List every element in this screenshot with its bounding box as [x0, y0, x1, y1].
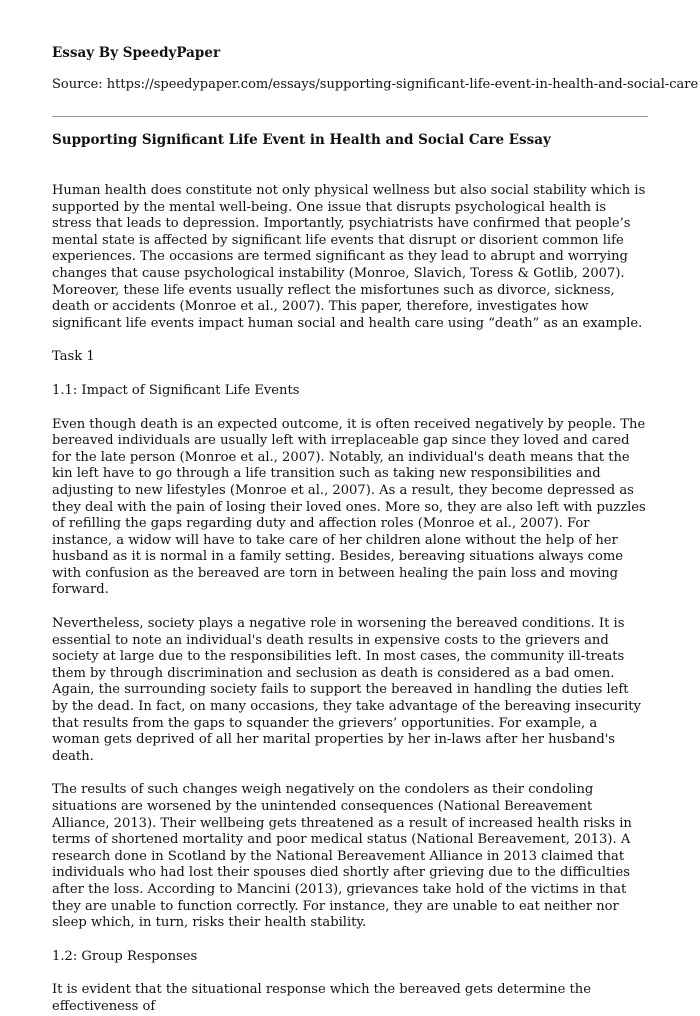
body-paragraph-1: Even though death is an expected outcome, it is often received negatively by people. The bereaved individuals are usually left with irreplaceable gap since they loved and cared for the late person (Monroe et al., 2007). Notably, an individual's death means that the kin left have to go through a life transition such as taking new responsibilities and adjusting to new lifestyles (Monroe et al., 2007). As a result, they become depressed as they deal with the pain of losing their loved ones. More so, they are also left with puzzles of refilling the gaps regarding duty and affection roles (Monroe et al., 2007). For instance, a widow will have to take care of her children alone without the help of her husband as it is normal in a family setting. Besides, bereaving situations always come with confusion as the bereaved are torn in between healing the pain loss and moving forward.: [52, 416, 646, 598]
source-link[interactable]: Source: https://speedypaper.com/essays/supporting-significant-life-event-in-health-and-social-care: [52, 77, 699, 92]
header-divider: [52, 116, 648, 117]
essay-body: [52, 183, 648, 1016]
intro-paragraph: Human health does constitute not only physical wellness but also social stability which is supported by the mental well-being. One issue that disrupts psychological health is stress that leads to depression. Importantly, psychiatrists have confirmed that people’s mental state is affected by significant life events that disrupt or disorient common life experiences. The occasions are termed significant as they lead to abrupt and worrying changes that cause psychological instability (Monroe, Slavich, Toress & Gotlib, 2007). Moreover, these life events usually reflect the misfortunes such as divorce, sickness, death or accidents (Monroe et al., 2007). This paper, therefore, investigates how significant life events impact human social and health care using “death” as an example.: [52, 183, 646, 331]
task-label: Task 1: [52, 349, 95, 365]
body-paragraph-3: The results of such changes weigh negatively on the condolers as their condoling situations are worsened by the unintended consequences (National Bereavement Alliance, 2013). Their wellbeing gets threatened as a result of increased health risks in terms of shortened mortality and poor medical status (National Bereavement, 2013). A research done in Scotland by the National Bereavement Alliance in 2013 claimed that individuals who had lost their spouses died shortly after grieving due to the difficulties after the loss. According to Mancini (2013), grievances take hold of the victims in that they are unable to function correctly. For instance, they are unable to eat neither nor sleep which, in turn, risks their health stability.: [52, 782, 632, 931]
section-heading-1-2: 1.2: Group Responses: [52, 948, 198, 964]
body-paragraph-4: It is evident that the situational response which the bereaved gets determine the effectiveness of: [52, 982, 591, 1014]
document-header-title: Essay By SpeedyPaper: [52, 45, 221, 61]
body-paragraph-2: Nevertheless, society plays a negative role in worsening the bereaved conditions. It is essential to note an individual's death results in expensive costs to the grievers and society at large due to the responsibilities left. In most cases, the community ill-treats them by through discrimination and seclusion as death is considered as a bad omen. Again, the surrounding society fails to support the bereaved in handling the duties left by the dead. In fact, on many occasions, they take advantage of the bereaving insecurity that results from the gaps to squander the grievers’ opportunities. For example, a woman gets deprived of all her marital properties by her in-laws after her husband's death.: [52, 616, 641, 764]
section-heading-1-1: 1.1: Impact of Significant Life Events: [52, 382, 300, 398]
essay-title: Supporting Significant Life Event in Health and Social Care Essay: [52, 132, 551, 148]
